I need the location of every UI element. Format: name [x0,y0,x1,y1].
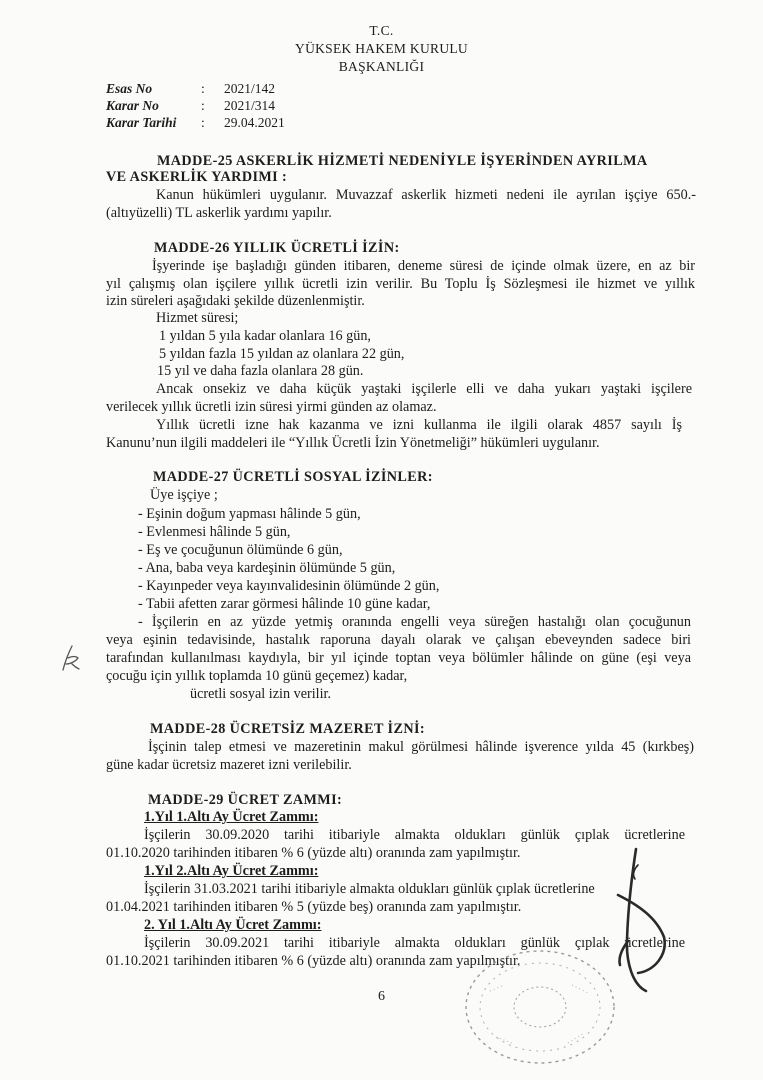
madde-26-text: Ancak onsekiz ve daha küçük yaştaki işçilerle elli ve daha yukarı yaştaki işçilere [156,381,692,397]
meta-karar-value: 2021/314 [224,98,276,113]
madde-29-text: 01.10.2020 tarihinden itibaren % 6 (yüzde altı) oranında zam yapılmıştır. [106,845,521,861]
madde-27-item: - Tabii afetten zarar görmesi hâlinde 10 güne kadar, [138,596,431,612]
madde-25-title: MADDE-25 ASKERLİK HİZMETİ NEDENİYLE İŞYERİNDEN AYRILMA [157,153,648,169]
document-page: T.C. YÜKSEK HAKEM KURULU BAŞKANLIĞI Esas No : 2021/142 Karar No : 2021/314 Karar Tarihi : 29.04.2021 MADDE-25 ASKERLİK HİZMETİ NEDENİYLE İŞYERİNDEN AYRILMA VE ASKERLİK YARDIMI : Kanun hükümleri uygulanır. Muvazzaf askerlik hizmeti nedeni ile ayrılan işçiye 650.- (altıyüzelli) TL askerlik yardımı yapılır. MADDE-26 YILLIK ÜCRETLİ İZİN: İşyerinde işe başladığı günden itibaren, deneme süresi de içinde olmak üzere, en az bir yıl çalışmış olan işçilere yıllık ücretli izin verilir. Bu Toplu İş Sözleşmesi ile hizmet ve yıllık izin süreleri aşağıdaki şekilde düzenlenmiştir. Hizmet süresi; 1 yıldan 5 yıla kadar olanlara 16 gün, 5 yıldan fazla 15 yıldan az olanlara 22 gün, 15 yıl ve daha fazla olanlara 28 gün. Ancak onsekiz ve daha küçük yaştaki işçilerle elli ve daha yukarı yaştaki işçilere verilecek yıllık ücretli izin süresi yirmi günden az olamaz. Yıllık ücretli izne hak kazanma ve izni kullanma ile ilgili olarak 4857 sayılı İş Kanunu’nun ilgili maddeleri ile “Yıllık Ücretli İzin Yönetmeliği” hükümleri uygulanır. MADDE-27 ÜCRETLİ SOSYAL İZİNLER: Üye işçiye ; - Eşinin doğum yapması hâlinde 5 gün, - Evlenmesi hâlinde 5 gün, - Eş ve çocuğunun ölümünde 6 gün, - Ana, baba veya kardeşinin ölümünde 5 gün, - Kayınpeder veya kayınvalidesinin ölümünde 2 gün, - Tabii afetten zarar görmesi hâlinde 10 güne kadar, - İşçilerin en az yüzde yetmiş oranında engelli veya süreğen hastalığı olan çocuğunun veya eşinin tedavisinde, hastalık raporuna dayalı olarak ve çalışan ebeveynden sadece biri tarafından kullanılması kaydıyla, bir yıl içinde toptan veya bölümler hâlinde on güne (eşi veya çocuğu için yıllık toplamda 10 günü geçemez) kadar, ücretli sosyal izin verilir. MADDE-28 ÜCRETSİZ MAZERET İZNİ: İşçinin talep etmesi ve mazeretinin makul görülmesi hâlinde işverence yılda 45 (kırkbeş) güne kadar ücretsiz mazeret izni verilebilir. MADDE-29 ÜCRET ZAMMI: 1.Yıl 1.Altı Ay Ücret Zammı: İşçilerin 30.09.2020 tarihi itibariyle almakta oldukları günlük çıplak ücretlerine 01.10.2020 tarihinden itibaren % 6 (yüzde altı) oranında zam yapılmıştır. 1.Yıl 2.Altı Ay Ücret Zammı: İşçilerin 31.03.2021 tarihi itibariyle almakta oldukları günlük çıplak ücretlerine 01.04.2021 tarihinden itibaren % 5 (yüzde beş) oranında zam yapılmıştır. 2. Yıl 1.Altı Ay Ücret Zammı: İşçilerin 30.09.2021 tarihi itibariyle almakta oldukları günlük çıplak ücretlerine 01.10.2021 tarihinden itibaren % 6 (yüzde altı) oranında zam yapılmıştır. 6 [0,0,763,1080]
madde-27-item: veya eşinin tedavisinde, hastalık raporuna dayalı olarak ve çalışan ebeveynden sadece biri [106,632,691,648]
madde-29-text: İşçilerin 30.09.2021 tarihi itibariyle almakta oldukları günlük çıplak ücretlerine [144,935,685,951]
madde-29-text: 01.04.2021 tarihinden itibaren % 5 (yüzde beş) oranında zam yapılmıştır. [106,899,522,915]
madde-26-text: verilecek yıllık ücretli izin süresi yirmi günden az olamaz. [106,399,437,415]
header-presidency: BAŞKANLIĞI [338,59,425,74]
official-stamp [460,945,620,1075]
header-institution: YÜKSEK HAKEM KURULU [295,41,468,56]
madde-28-text: güne kadar ücretsiz mazeret izni verilebilir. [106,757,352,773]
madde-27-title: MADDE-27 ÜCRETLİ SOSYAL İZİNLER: [153,469,433,485]
header-tc: T.C. [369,23,394,38]
madde-28-text: İşçinin talep etmesi ve mazeretinin makul görülmesi hâlinde işverence yılda 45 (kırkbeş) [148,739,694,755]
madde-27-item: - Kayınpeder veya kayınvalidesinin ölümünde 2 gün, [138,578,440,594]
madde-27-item: tarafından kullanılması kaydıyla, bir yıl içinde toptan veya bölümler hâlinde on güne (eşi veya [106,650,691,666]
madde-27-closing: ücretli sosyal izin verilir. [190,686,332,702]
madde-29-title: MADDE-29 ÜCRET ZAMMI: [148,792,343,808]
madde-29-subtitle: 2. Yıl 1.Altı Ay Ücret Zammı: [144,917,322,933]
madde-29-text: 01.10.2021 tarihinden itibaren % 6 (yüzde altı) oranında zam yapılmıştır. [106,953,521,969]
madde-29-text: İşçilerin 30.09.2020 tarihi itibariyle almakta oldukları günlük çıplak ücretlerine [144,827,685,843]
madde-27-item: - Eş ve çocuğunun ölümünde 6 gün, [138,542,343,558]
madde-26-text: Kanunu’nun ilgili maddeleri ile “Yıllık Ücretli İzin Yönetmeliği” hükümleri uygulanır. [106,435,600,451]
meta-esas-value: 2021/142 [224,81,276,96]
madde-26-service-label: Hizmet süresi; [156,310,239,326]
meta-karar-label: Karar No [106,98,159,113]
madde-26-text: yıl çalışmış olan işçilere yıllık ücretli izin verilir. Bu Toplu İş Sözleşmesi ile hizmet ve yıllık [106,276,695,292]
madde-27-item: çocuğu için yıllık toplamda 10 günü geçemez) kadar, [106,668,408,684]
madde-29-text: İşçilerin 31.03.2021 tarihi itibariyle almakta oldukları günlük çıplak ücretlerine [144,881,595,897]
meta-esas-label: Esas No [106,81,153,96]
madde-28-title: MADDE-28 ÜCRETSİZ MAZERET İZNİ: [150,721,426,737]
madde-27-item: - Eşinin doğum yapması hâlinde 5 gün, [138,506,361,522]
margin-initials-mark [58,640,82,674]
madde-25-text: Kanun hükümleri uygulanır. Muvazzaf askerlik hizmeti nedeni ile ayrılan işçiye 650.- [156,187,696,203]
madde-29-subtitle: 1.Yıl 1.Altı Ay Ücret Zammı: [144,809,319,825]
madde-26-text: izin süreleri aşağıdaki şekilde düzenlenmiştir. [106,293,365,309]
madde-27-item: - Evlenmesi hâlinde 5 gün, [138,524,291,540]
madde-26-service-item: 1 yıldan 5 yıla kadar olanlara 16 gün, [159,328,371,344]
madde-25-text: (altıyüzelli) TL askerlik yardımı yapılır. [106,205,332,221]
madde-29-subtitle: 1.Yıl 2.Altı Ay Ücret Zammı: [144,863,319,879]
meta-tarih-value: 29.04.2021 [224,115,285,130]
madde-27-item: - Ana, baba veya kardeşinin ölümünde 5 gün, [138,560,396,576]
madde-26-title: MADDE-26 YILLIK ÜCRETLİ İZİN: [154,240,400,256]
page-number: 6 [378,989,385,1004]
madde-27-item: - İşçilerin en az yüzde yetmiş oranında engelli veya süreğen hastalığı olan çocuğunun [138,614,691,630]
madde-26-text: İşyerinde işe başladığı günden itibaren, deneme süresi de içinde olmak üzere, en az bir [152,258,695,274]
madde-25-title-cont: VE ASKERLİK YARDIMI : [106,169,288,185]
meta-tarih-label: Karar Tarihi [106,115,177,130]
madde-26-service-item: 5 yıldan fazla 15 yıldan az olanlara 22 gün, [159,346,405,362]
madde-26-text: Yıllık ücretli izne hak kazanma ve izni kullanma ile ilgili olarak 4857 sayılı İş [156,417,682,433]
madde-27-intro: Üye işçiye ; [150,487,218,503]
madde-26-service-item: 15 yıl ve daha fazla olanlara 28 gün. [157,363,364,379]
